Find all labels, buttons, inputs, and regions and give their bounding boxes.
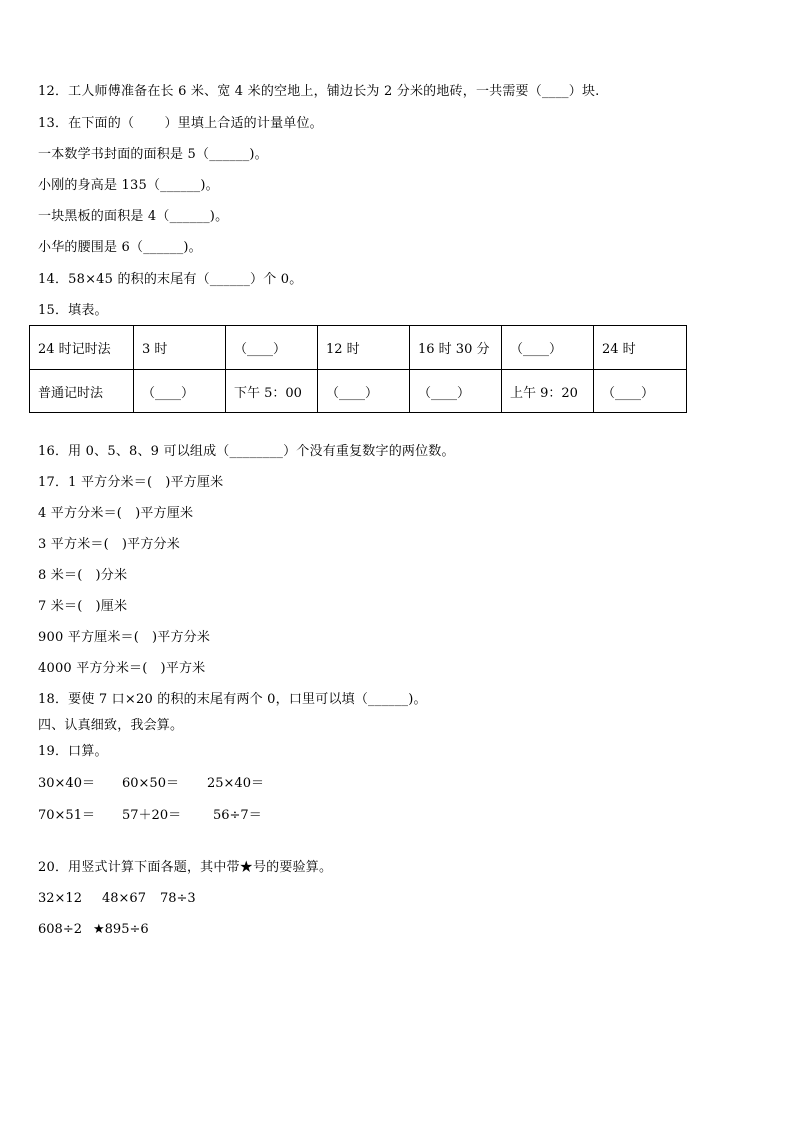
oral-calc-item: 57＋20＝ [122,808,182,823]
question-15-title: 15．填表。 [38,303,108,318]
table-cell-header: 普通记时法 [30,370,134,413]
question-17-item: 4 平方分米＝( )平方厘米 [38,506,194,521]
question-17-item: 4000 平方分米＝( )平方米 [38,661,206,676]
table-cell: 3 时 [134,326,226,370]
question-12: 12．工人师傅准备在长 6 米、宽 4 米的空地上，铺边长为 2 分米的地砖，一共需要（____）块. [38,84,600,99]
table-cell: 24 时 [594,326,687,370]
table-cell-blank: （____） [226,326,318,370]
vertical-calc-item: 48×67 [102,891,146,906]
section-heading: 四、认真细致，我会算。 [38,718,184,733]
vertical-calc-item: ★895÷6 [93,922,149,937]
oral-calc-item: 25×40＝ [207,776,264,791]
question-13-item: 一块黑板的面积是 4（______)。 [38,209,229,224]
table-cell: 下午 5：00 [226,370,318,413]
question-17-title: 17．1 平方分米＝( )平方厘米 [38,475,224,490]
table-cell-blank: （____） [410,370,502,413]
question-17-item: 8 米＝( )分米 [38,568,128,583]
table-row [30,326,687,370]
vertical-calc-item: 78÷3 [160,891,196,906]
table-cell: 上午 9：20 [502,370,594,413]
vertical-calc-item: 608÷2 [38,922,82,937]
table-cell-blank: （____） [134,370,226,413]
oral-calc-item: 30×40＝ [38,776,95,791]
question-20-title: 20．用竖式计算下面各题，其中带★号的要验算。 [38,860,333,875]
question-16: 16．用 0、5、8、9 可以组成（________）个没有重复数字的两位数。 [38,444,455,459]
question-13-item: 小刚的身高是 135（______)。 [38,178,219,193]
oral-calc-item: 70×51＝ [38,808,95,823]
question-17-item: 900 平方厘米＝( )平方分米 [38,630,211,645]
table-cell: 16 时 30 分 [410,326,502,370]
question-13-title: 13．在下面的（ ）里填上合适的计量单位。 [38,116,323,131]
table-cell-blank: （____） [502,326,594,370]
question-13-item: 一本数学书封面的面积是 5（______)。 [38,147,268,162]
question-14: 14．58×45 的积的末尾有（______）个 0。 [38,272,303,287]
oral-calc-item: 60×50＝ [122,776,179,791]
vertical-calc-item: 32×12 [38,891,82,906]
table-cell-blank: （____） [318,370,410,413]
table-cell-header: 24 时记时法 [30,326,134,370]
question-19-title: 19．口算。 [38,744,108,759]
question-17-item: 3 平方米＝( )平方分米 [38,537,180,552]
oral-calc-item: 56÷7＝ [213,808,262,823]
table-cell-blank: （____） [594,370,687,413]
table-row [30,370,687,413]
table-cell: 12 时 [318,326,410,370]
question-13-item: 小华的腰围是 6（______)。 [38,240,202,255]
question-18: 18．要使 7 口×20 的积的末尾有两个 0，口里可以填（______)。 [38,692,427,707]
time-format-table [29,325,687,413]
question-17-item: 7 米＝( )厘米 [38,599,128,614]
